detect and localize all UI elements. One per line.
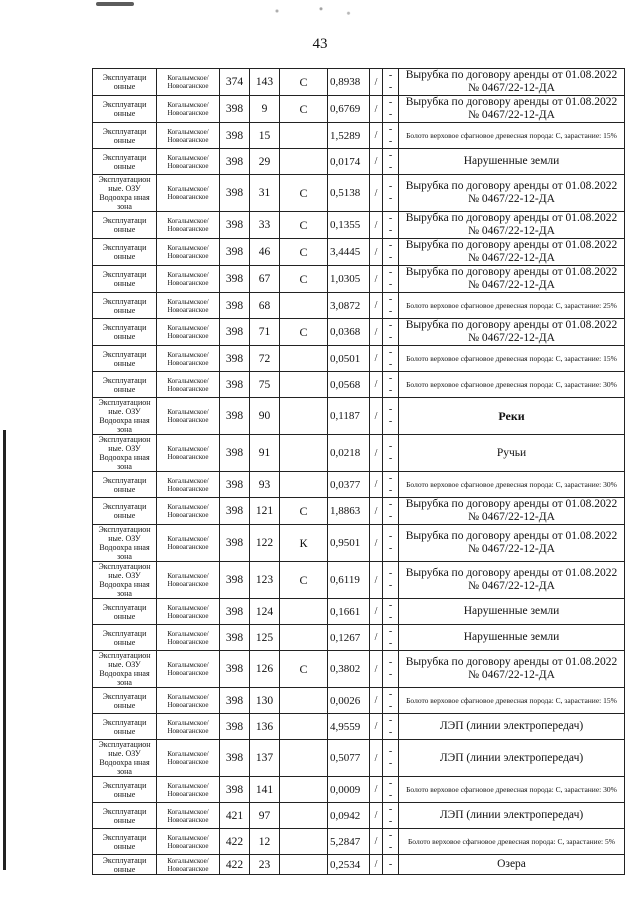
species-cell: С (280, 69, 328, 96)
species-cell (280, 293, 328, 319)
species-cell (280, 803, 328, 829)
area-cell: 0,8938 (328, 69, 370, 96)
forestry-cell: Когалымское/ Новоаганское (157, 777, 220, 803)
dash-cell: - (383, 855, 399, 875)
forestry-cell: Когалымское/ Новоаганское (157, 651, 220, 688)
description-cell: Болото верховое сфагновое древесная порода: С, зарастание: 5% (399, 829, 625, 855)
category-cell: Эксплуатаци онные (93, 346, 157, 372)
dash-cell: - - (383, 829, 399, 855)
table-row (93, 239, 625, 266)
table-row (93, 651, 625, 688)
table-row (93, 714, 625, 740)
quarter-cell: 398 (220, 714, 250, 740)
quarter-cell: 398 (220, 266, 250, 293)
category-cell: Эксплуатацион ные. ОЗУ Водоохра нная зона (93, 562, 157, 599)
species-cell (280, 346, 328, 372)
category-cell: Эксплуатацион ные. ОЗУ Водоохра нная зона (93, 740, 157, 777)
area-cell: 0,1267 (328, 625, 370, 651)
separator-cell: / (370, 346, 383, 372)
dash-cell: - - (383, 435, 399, 472)
forestry-cell: Когалымское/ Новоаганское (157, 96, 220, 123)
forestry-cell: Когалымское/ Новоаганское (157, 149, 220, 175)
species-cell (280, 777, 328, 803)
description-cell: Вырубка по договору аренды от 01.08.2022 № 0467/22-12-ДА (399, 266, 625, 293)
category-cell: Эксплуатаци онные (93, 149, 157, 175)
table-row (93, 175, 625, 212)
dash-cell: - - (383, 212, 399, 239)
area-cell: 3,0872 (328, 293, 370, 319)
separator-cell: / (370, 525, 383, 562)
separator-cell: / (370, 651, 383, 688)
dash-cell: - - (383, 472, 399, 498)
forestry-cell: Когалымское/ Новоаганское (157, 69, 220, 96)
table-row (93, 398, 625, 435)
dash-cell: - - (383, 69, 399, 96)
species-cell: С (280, 96, 328, 123)
area-cell: 0,6769 (328, 96, 370, 123)
dash-cell: - - (383, 96, 399, 123)
forestry-cell: Когалымское/ Новоаганское (157, 319, 220, 346)
description-cell: Болото верховое сфагновое древесная порода: С, зарастание: 30% (399, 472, 625, 498)
species-cell: С (280, 498, 328, 525)
separator-cell: / (370, 69, 383, 96)
dash-cell: - - (383, 346, 399, 372)
forest-plot-table (92, 68, 625, 875)
table-row (93, 777, 625, 803)
plot-cell: 72 (250, 346, 280, 372)
table-row (93, 525, 625, 562)
area-cell: 1,8863 (328, 498, 370, 525)
forestry-cell: Когалымское/ Новоаганское (157, 562, 220, 599)
dash-cell: - - (383, 714, 399, 740)
species-cell (280, 688, 328, 714)
table-row (93, 625, 625, 651)
quarter-cell: 398 (220, 175, 250, 212)
description-cell: Ручьи (399, 435, 625, 472)
scan-artifact (96, 2, 134, 6)
description-cell: Реки (399, 398, 625, 435)
quarter-cell: 398 (220, 498, 250, 525)
separator-cell: / (370, 319, 383, 346)
area-cell: 4,9559 (328, 714, 370, 740)
description-cell: Вырубка по договору аренды от 01.08.2022 № 0467/22-12-ДА (399, 319, 625, 346)
forestry-cell: Когалымское/ Новоаганское (157, 175, 220, 212)
dash-cell: - - (383, 123, 399, 149)
dash-cell: - - (383, 599, 399, 625)
description-cell: ЛЭП (линии электропередач) (399, 740, 625, 777)
separator-cell: / (370, 688, 383, 714)
description-cell: Нарушенные земли (399, 625, 625, 651)
quarter-cell: 398 (220, 472, 250, 498)
dash-cell: - - (383, 175, 399, 212)
quarter-cell: 398 (220, 688, 250, 714)
quarter-cell: 398 (220, 372, 250, 398)
table-row (93, 829, 625, 855)
quarter-cell: 398 (220, 123, 250, 149)
forestry-cell: Когалымское/ Новоаганское (157, 346, 220, 372)
plot-cell: 143 (250, 69, 280, 96)
description-cell: Вырубка по договору аренды от 01.08.2022 № 0467/22-12-ДА (399, 96, 625, 123)
species-cell: С (280, 651, 328, 688)
category-cell: Эксплуатацион ные. ОЗУ Водоохра нная зона (93, 398, 157, 435)
species-cell (280, 149, 328, 175)
table-row (93, 293, 625, 319)
forestry-cell: Когалымское/ Новоаганское (157, 123, 220, 149)
species-cell (280, 829, 328, 855)
separator-cell: / (370, 149, 383, 175)
area-cell: 0,5077 (328, 740, 370, 777)
species-cell: С (280, 562, 328, 599)
area-cell: 0,0218 (328, 435, 370, 472)
area-cell: 0,0377 (328, 472, 370, 498)
category-cell: Эксплуатаци онные (93, 855, 157, 875)
separator-cell: / (370, 740, 383, 777)
separator-cell: / (370, 96, 383, 123)
category-cell: Эксплуатаци онные (93, 96, 157, 123)
table-row (93, 435, 625, 472)
description-cell: Нарушенные земли (399, 599, 625, 625)
table-row (93, 346, 625, 372)
area-cell: 0,3802 (328, 651, 370, 688)
dash-cell: - - (383, 398, 399, 435)
species-cell: С (280, 175, 328, 212)
plot-cell: 125 (250, 625, 280, 651)
plot-cell: 15 (250, 123, 280, 149)
forestry-cell: Когалымское/ Новоаганское (157, 472, 220, 498)
category-cell: Эксплуатаци онные (93, 239, 157, 266)
species-cell (280, 123, 328, 149)
separator-cell: / (370, 472, 383, 498)
description-cell: Болото верховое сфагновое древесная порода: С, зарастание: 25% (399, 293, 625, 319)
forestry-cell: Когалымское/ Новоаганское (157, 855, 220, 875)
plot-cell: 137 (250, 740, 280, 777)
table-row (93, 319, 625, 346)
plot-cell: 123 (250, 562, 280, 599)
area-cell: 0,0501 (328, 346, 370, 372)
category-cell: Эксплуатацион ные. ОЗУ Водоохра нная зона (93, 525, 157, 562)
quarter-cell: 398 (220, 525, 250, 562)
separator-cell: / (370, 625, 383, 651)
separator-cell: / (370, 562, 383, 599)
quarter-cell: 398 (220, 398, 250, 435)
plot-cell: 121 (250, 498, 280, 525)
separator-cell: / (370, 803, 383, 829)
forestry-cell: Когалымское/ Новоаганское (157, 625, 220, 651)
forestry-cell: Когалымское/ Новоаганское (157, 293, 220, 319)
category-cell: Эксплуатаци онные (93, 625, 157, 651)
species-cell: С (280, 239, 328, 266)
forestry-cell: Когалымское/ Новоаганское (157, 372, 220, 398)
dash-cell: - - (383, 651, 399, 688)
table-row (93, 740, 625, 777)
plot-cell: 9 (250, 96, 280, 123)
description-cell: Вырубка по договору аренды от 01.08.2022 № 0467/22-12-ДА (399, 212, 625, 239)
table-row (93, 803, 625, 829)
table-row (93, 266, 625, 293)
quarter-cell: 398 (220, 777, 250, 803)
species-cell (280, 472, 328, 498)
table-row (93, 599, 625, 625)
table-row (93, 562, 625, 599)
description-cell: ЛЭП (линии электропередач) (399, 714, 625, 740)
quarter-cell: 398 (220, 319, 250, 346)
dash-cell: - - (383, 688, 399, 714)
species-cell (280, 372, 328, 398)
category-cell: Эксплуатаци онные (93, 293, 157, 319)
quarter-cell: 422 (220, 855, 250, 875)
area-cell: 0,1661 (328, 599, 370, 625)
quarter-cell: 398 (220, 293, 250, 319)
forestry-cell: Когалымское/ Новоаганское (157, 714, 220, 740)
area-cell: 0,0368 (328, 319, 370, 346)
area-cell: 5,2847 (328, 829, 370, 855)
table-row (93, 149, 625, 175)
area-cell: 0,9501 (328, 525, 370, 562)
category-cell: Эксплуатацион ные. ОЗУ Водоохра нная зона (93, 435, 157, 472)
dash-cell: - - (383, 740, 399, 777)
table-row (93, 855, 625, 875)
species-cell (280, 855, 328, 875)
species-cell: К (280, 525, 328, 562)
separator-cell: / (370, 293, 383, 319)
plot-cell: 91 (250, 435, 280, 472)
forestry-cell: Когалымское/ Новоаганское (157, 498, 220, 525)
quarter-cell: 374 (220, 69, 250, 96)
description-cell: Вырубка по договору аренды от 01.08.2022 № 0467/22-12-ДА (399, 498, 625, 525)
plot-cell: 122 (250, 525, 280, 562)
separator-cell: / (370, 435, 383, 472)
plot-cell: 68 (250, 293, 280, 319)
separator-cell: / (370, 599, 383, 625)
plot-cell: 126 (250, 651, 280, 688)
description-cell: Вырубка по договору аренды от 01.08.2022 № 0467/22-12-ДА (399, 175, 625, 212)
area-cell: 0,0009 (328, 777, 370, 803)
category-cell: Эксплуатаци онные (93, 212, 157, 239)
area-cell: 0,1355 (328, 212, 370, 239)
area-cell: 0,0942 (328, 803, 370, 829)
dash-cell: - - (383, 625, 399, 651)
forestry-cell: Когалымское/ Новоаганское (157, 525, 220, 562)
species-cell: С (280, 319, 328, 346)
table-row (93, 498, 625, 525)
description-cell: Болото верховое сфагновое древесная порода: С, зарастание: 30% (399, 372, 625, 398)
species-cell (280, 398, 328, 435)
plot-cell: 33 (250, 212, 280, 239)
quarter-cell: 398 (220, 740, 250, 777)
separator-cell: / (370, 372, 383, 398)
area-cell: 0,0174 (328, 149, 370, 175)
category-cell: Эксплуатацион ные. ОЗУ Водоохра нная зона (93, 175, 157, 212)
quarter-cell: 398 (220, 651, 250, 688)
category-cell: Эксплуатаци онные (93, 803, 157, 829)
category-cell: Эксплуатаци онные (93, 714, 157, 740)
category-cell: Эксплуатаци онные (93, 777, 157, 803)
category-cell: Эксплуатацион ные. ОЗУ Водоохра нная зона (93, 651, 157, 688)
description-cell: Вырубка по договору аренды от 01.08.2022 № 0467/22-12-ДА (399, 562, 625, 599)
species-cell (280, 625, 328, 651)
category-cell: Эксплуатаци онные (93, 688, 157, 714)
category-cell: Эксплуатаци онные (93, 372, 157, 398)
plot-cell: 93 (250, 472, 280, 498)
quarter-cell: 398 (220, 346, 250, 372)
plot-cell: 136 (250, 714, 280, 740)
description-cell: Нарушенные земли (399, 149, 625, 175)
separator-cell: / (370, 123, 383, 149)
table-row (93, 212, 625, 239)
scan-artifact (255, 0, 365, 22)
area-cell: 0,5138 (328, 175, 370, 212)
species-cell: С (280, 266, 328, 293)
description-cell: Вырубка по договору аренды от 01.08.2022 № 0467/22-12-ДА (399, 69, 625, 96)
forestry-cell: Когалымское/ Новоаганское (157, 212, 220, 239)
description-cell: Вырубка по договору аренды от 01.08.2022 № 0467/22-12-ДА (399, 239, 625, 266)
separator-cell: / (370, 855, 383, 875)
plot-cell: 46 (250, 239, 280, 266)
separator-cell: / (370, 398, 383, 435)
separator-cell: / (370, 829, 383, 855)
category-cell: Эксплуатаци онные (93, 123, 157, 149)
table-row (93, 123, 625, 149)
species-cell (280, 740, 328, 777)
dash-cell: - - (383, 498, 399, 525)
forestry-cell: Когалымское/ Новоаганское (157, 688, 220, 714)
scan-edge-bar (3, 430, 6, 870)
dash-cell: - - (383, 149, 399, 175)
species-cell (280, 599, 328, 625)
dash-cell: - - (383, 525, 399, 562)
quarter-cell: 398 (220, 562, 250, 599)
page-number: 43 (312, 36, 328, 52)
separator-cell: / (370, 498, 383, 525)
forestry-cell: Когалымское/ Новоаганское (157, 740, 220, 777)
category-cell: Эксплуатаци онные (93, 319, 157, 346)
table-row (93, 688, 625, 714)
dash-cell: - - (383, 266, 399, 293)
plot-cell: 97 (250, 803, 280, 829)
table-row (93, 69, 625, 96)
forestry-cell: Когалымское/ Новоаганское (157, 829, 220, 855)
plot-cell: 71 (250, 319, 280, 346)
area-cell: 0,0026 (328, 688, 370, 714)
area-cell: 0,0568 (328, 372, 370, 398)
dash-cell: - - (383, 239, 399, 266)
forestry-cell: Когалымское/ Новоаганское (157, 803, 220, 829)
quarter-cell: 421 (220, 803, 250, 829)
species-cell: С (280, 212, 328, 239)
forestry-cell: Когалымское/ Новоаганское (157, 266, 220, 293)
plot-cell: 130 (250, 688, 280, 714)
forestry-cell: Когалымское/ Новоаганское (157, 398, 220, 435)
category-cell: Эксплуатаци онные (93, 472, 157, 498)
area-cell: 3,4445 (328, 239, 370, 266)
plot-cell: 23 (250, 855, 280, 875)
plot-cell: 124 (250, 599, 280, 625)
separator-cell: / (370, 175, 383, 212)
quarter-cell: 398 (220, 212, 250, 239)
description-cell: ЛЭП (линии электропередач) (399, 803, 625, 829)
separator-cell: / (370, 777, 383, 803)
forestry-cell: Когалымское/ Новоаганское (157, 239, 220, 266)
area-cell: 0,6119 (328, 562, 370, 599)
plot-cell: 90 (250, 398, 280, 435)
table-row (93, 372, 625, 398)
table-row (93, 472, 625, 498)
plot-cell: 67 (250, 266, 280, 293)
species-cell (280, 435, 328, 472)
area-cell: 0,1187 (328, 398, 370, 435)
quarter-cell: 398 (220, 149, 250, 175)
area-cell: 1,5289 (328, 123, 370, 149)
plot-cell: 75 (250, 372, 280, 398)
description-cell: Болото верховое сфагновое древесная порода: С, зарастание: 15% (399, 346, 625, 372)
plot-cell: 31 (250, 175, 280, 212)
quarter-cell: 398 (220, 239, 250, 266)
separator-cell: / (370, 714, 383, 740)
plot-cell: 29 (250, 149, 280, 175)
description-cell: Вырубка по договору аренды от 01.08.2022 № 0467/22-12-ДА (399, 525, 625, 562)
forestry-cell: Когалымское/ Новоаганское (157, 435, 220, 472)
quarter-cell: 398 (220, 599, 250, 625)
description-cell: Озера (399, 855, 625, 875)
quarter-cell: 398 (220, 625, 250, 651)
category-cell: Эксплуатаци онные (93, 599, 157, 625)
plot-cell: 141 (250, 777, 280, 803)
quarter-cell: 422 (220, 829, 250, 855)
dash-cell: - - (383, 562, 399, 599)
description-cell: Болото верховое сфагновое древесная порода: С, зарастание: 30% (399, 777, 625, 803)
dash-cell: - - (383, 803, 399, 829)
table-body (93, 69, 625, 875)
category-cell: Эксплуатаци онные (93, 498, 157, 525)
category-cell: Эксплуатаци онные (93, 266, 157, 293)
description-cell: Болото верховое сфагновое древесная порода: С, зарастание: 15% (399, 688, 625, 714)
area-cell: 1,0305 (328, 266, 370, 293)
dash-cell: - - (383, 372, 399, 398)
description-cell: Вырубка по договору аренды от 01.08.2022 № 0467/22-12-ДА (399, 651, 625, 688)
separator-cell: / (370, 266, 383, 293)
dash-cell: - - (383, 319, 399, 346)
category-cell: Эксплуатаци онные (93, 829, 157, 855)
separator-cell: / (370, 239, 383, 266)
area-cell: 0,2534 (328, 855, 370, 875)
separator-cell: / (370, 212, 383, 239)
plot-cell: 12 (250, 829, 280, 855)
category-cell: Эксплуатаци онные (93, 69, 157, 96)
table-row (93, 96, 625, 123)
quarter-cell: 398 (220, 96, 250, 123)
description-cell: Болото верховое сфагновое древесная порода: С, зарастание: 15% (399, 123, 625, 149)
forestry-cell: Когалымское/ Новоаганское (157, 599, 220, 625)
species-cell (280, 714, 328, 740)
dash-cell: - - (383, 777, 399, 803)
dash-cell: - - (383, 293, 399, 319)
quarter-cell: 398 (220, 435, 250, 472)
